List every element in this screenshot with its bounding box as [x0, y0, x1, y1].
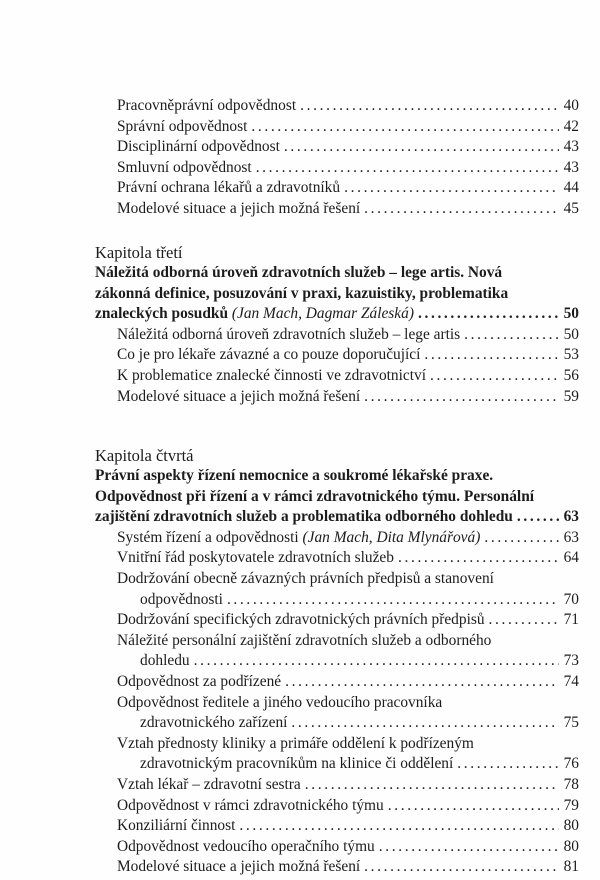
dot-leader — [291, 713, 559, 734]
heading-authors: (Jan Mach, Dagmar Záleská) — [231, 305, 414, 323]
dot-leader — [300, 96, 559, 117]
toc-entry — [95, 345, 579, 366]
dot-leader — [239, 816, 559, 837]
entry-title: zdravotnického zařízení — [140, 714, 288, 732]
entry-page: 75 — [563, 714, 579, 732]
entry-title: odpovědnosti — [140, 590, 223, 608]
dot-leader — [364, 199, 559, 220]
toc-entry-continuation — [95, 713, 579, 734]
entry-page: 50 — [563, 325, 579, 343]
entry-page: 79 — [563, 796, 579, 814]
entry-page: 56 — [563, 366, 579, 384]
chapter-label: Kapitola čtvrtá — [95, 446, 194, 465]
toc-entry-continuation — [95, 754, 579, 775]
toc-entry — [95, 96, 579, 117]
entry-page: 71 — [563, 611, 579, 629]
entry-title: Disciplinární odpovědnost — [117, 138, 280, 156]
dot-leader — [194, 651, 559, 672]
toc-entry — [95, 610, 579, 631]
entry-page: 78 — [563, 775, 579, 793]
chapter-heading-line — [95, 304, 579, 325]
heading-page: 50 — [563, 305, 579, 323]
toc-entry-line: Náležité personální zajištění zdravotních služeb a odborného — [117, 631, 492, 649]
toc-entry — [95, 775, 579, 796]
chapter-heading-line: Právní aspekty řízení nemocnice a soukromé lékařské praxe. — [95, 467, 494, 484]
chapter-label: Kapitola třetí — [95, 243, 183, 262]
entry-title: Vztah lékař – zdravotní sestra — [117, 775, 301, 793]
entry-page: 40 — [563, 97, 579, 114]
dot-leader — [364, 857, 559, 878]
entry-title: Dodržování specifických zdravotnických právních předpisů — [117, 611, 485, 629]
dot-leader — [457, 754, 559, 775]
entry-page: 43 — [563, 138, 579, 156]
entry-title: zdravotnickým pracovníkům na klinice či oddělení — [140, 755, 454, 773]
chapter-heading-line: Náležitá odborná úroveň zdravotních služeb – lege artis. Nová — [95, 264, 503, 281]
toc-entry-line: Vztah přednosty kliniky a primáře oddělení k podřízeným — [117, 734, 474, 752]
entry-title: Právní ochrana lékařů a zdravotníků — [117, 179, 341, 197]
entry-page: 76 — [563, 755, 579, 773]
entry-authors: (Jan Mach, Dita Mlynářová) — [302, 528, 481, 546]
toc-entry-continuation — [95, 590, 579, 611]
dot-leader — [489, 610, 559, 631]
entry-page: 53 — [563, 346, 579, 364]
entry-page: 80 — [563, 837, 579, 855]
dot-leader — [517, 507, 559, 528]
dot-leader — [418, 304, 559, 325]
toc-entry — [95, 325, 579, 346]
toc-entry — [95, 387, 579, 408]
toc-section-previous — [95, 96, 579, 220]
entry-title: Modelové situace a jejich možná řešení — [117, 858, 361, 876]
toc-entry — [95, 199, 579, 220]
heading-text: zajištění zdravotních služeb a problematika odborného dohledu — [95, 508, 513, 526]
dot-leader — [398, 548, 559, 569]
dot-leader — [379, 837, 559, 858]
toc-entry-line: Dodržování obecně závazných právních předpisů a stanovení — [117, 569, 494, 587]
dot-leader — [344, 178, 559, 199]
dot-leader — [464, 325, 559, 346]
entry-title: Smluvní odpovědnost — [117, 158, 252, 176]
dot-leader — [256, 158, 559, 179]
entry-title: Co je pro lékaře závazné a co pouze doporučující — [117, 346, 421, 364]
entry-page: 63 — [563, 528, 579, 546]
entry-page: 59 — [563, 387, 579, 405]
dot-leader — [251, 117, 559, 138]
entry-title: Správní odpovědnost — [117, 117, 248, 135]
toc-entry-line: Odpovědnost ředitele a jiného vedoucího pracovníka — [117, 693, 443, 711]
toc-entry — [95, 137, 579, 158]
dot-leader — [305, 775, 559, 796]
entry-page: 73 — [563, 652, 579, 670]
entry-title: K problematice znalecké činnosti ve zdravotnictví — [117, 366, 426, 384]
dot-leader — [388, 796, 559, 817]
toc-entry — [95, 366, 579, 387]
entry-page: 45 — [563, 199, 579, 217]
entry-title: Vnitřní řád poskytovatele zdravotních služeb — [117, 549, 394, 567]
entry-title: Náležitá odborná úroveň zdravotních služeb – lege artis — [117, 325, 461, 343]
entry-title: dohledu — [140, 652, 190, 670]
toc-entry — [95, 117, 579, 138]
toc-chapter-4 — [95, 445, 579, 878]
dot-leader — [364, 387, 559, 408]
dot-leader — [424, 345, 559, 366]
toc-entry — [95, 158, 579, 179]
toc-entry — [95, 796, 579, 817]
entry-page: 70 — [563, 590, 579, 608]
toc-entry — [95, 672, 579, 693]
entry-title: Modelové situace a jejich možná řešení — [117, 199, 361, 217]
entry-page: 80 — [563, 817, 579, 835]
entry-page: 81 — [563, 858, 579, 876]
toc-entry — [95, 857, 579, 878]
entry-page: 64 — [563, 549, 579, 567]
entry-page: 43 — [563, 158, 579, 176]
toc-entry — [95, 837, 579, 858]
entry-title: Konziliární činnost — [117, 817, 236, 835]
entry-title: Systém řízení a odpovědnosti — [117, 528, 299, 546]
entry-title: Odpovědnost v rámci zdravotnického týmu — [117, 796, 384, 814]
toc-entry — [95, 816, 579, 837]
heading-text: znaleckých posudků — [95, 305, 228, 323]
toc-entry — [95, 548, 579, 569]
chapter-heading-line — [95, 507, 579, 528]
dot-leader — [284, 137, 559, 158]
entry-title: Odpovědnost za podřízené — [117, 672, 282, 690]
entry-page: 74 — [563, 672, 579, 690]
chapter-heading-line: Odpovědnost při řízení a v rámci zdravotnického týmu. Personální — [95, 487, 535, 505]
chapter-heading-line: zákonná definice, posuzování v praxi, kazuistiky, problematika — [95, 284, 509, 302]
dot-leader — [430, 366, 559, 387]
dot-leader — [285, 672, 559, 693]
entry-page: 44 — [563, 179, 579, 197]
entry-page: 42 — [563, 117, 579, 135]
toc-entry — [95, 178, 579, 199]
toc-entry — [95, 528, 579, 549]
toc-entry-continuation — [95, 651, 579, 672]
dot-leader — [484, 528, 559, 549]
entry-title: Pracovněprávní odpovědnost — [117, 97, 297, 114]
heading-page: 63 — [563, 508, 579, 526]
toc-chapter-3 — [95, 242, 579, 407]
entry-title: Odpovědnost vedoucího operačního týmu — [117, 837, 375, 855]
dot-leader — [227, 590, 559, 611]
entry-title: Modelové situace a jejich možná řešení — [117, 387, 361, 405]
